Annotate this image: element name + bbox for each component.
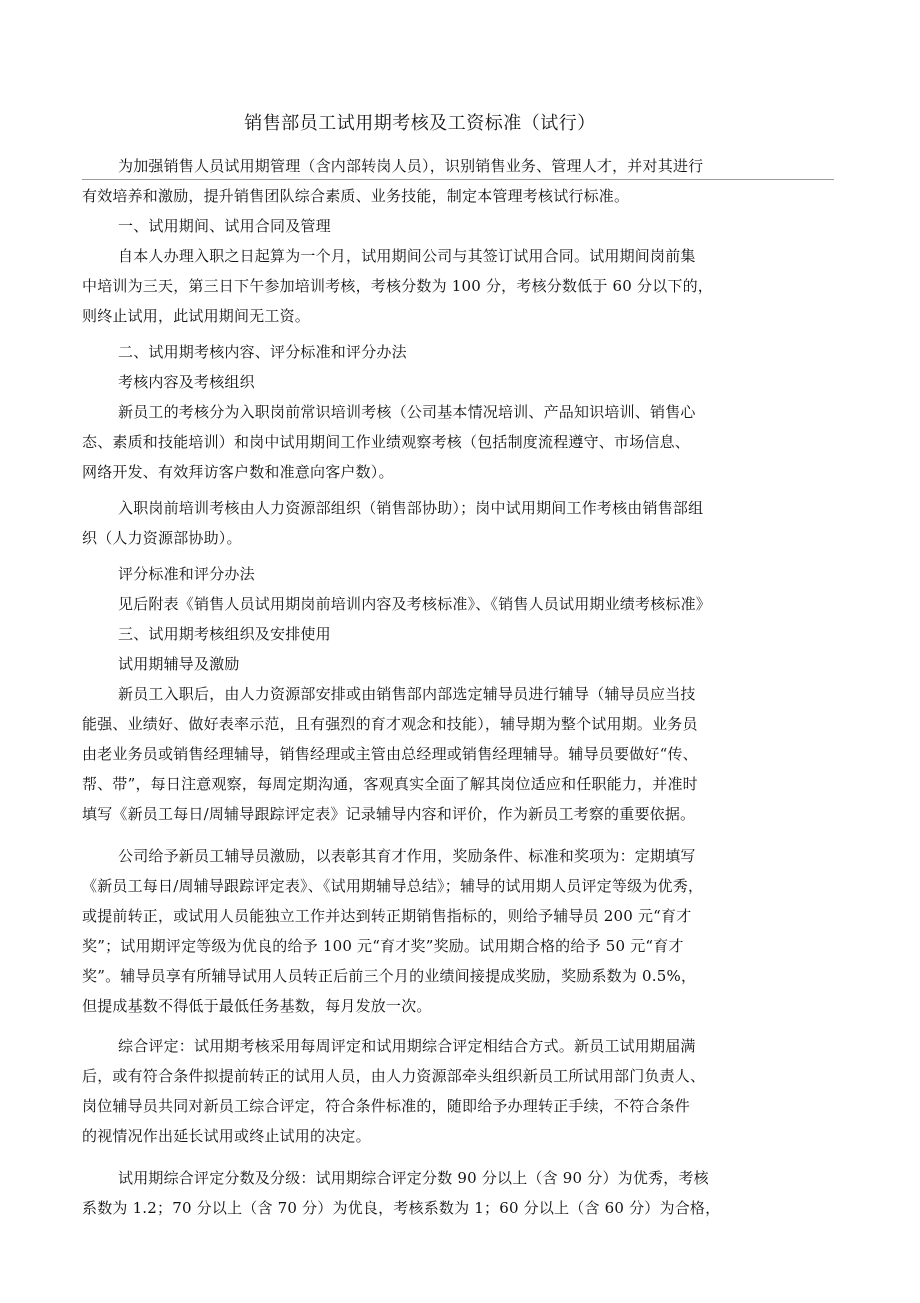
comprehensive-evaluation-paragraph-line: 后，或有符合条件拟提前转正的试用人员，由人力资源部牵头组织新员工所试用部门负责人、: [82, 1067, 706, 1085]
header-divider: [82, 179, 834, 180]
mentor-incentive-paragraph-line: 《新员工每日/周辅导跟踪评定表》、《试用期辅导总结》；辅导的试用期人员评定等级为优秀，: [82, 877, 704, 895]
mentor-incentive-paragraph-line: 但提成基数不得低于最低任务基数，每月发放一次。: [82, 997, 432, 1015]
section-3-heading-line: 三、试用期考核组织及安排使用: [118, 625, 331, 643]
section-1-body-line: 则终止试用，此试用期间无工资。: [82, 307, 311, 325]
assessment-content-paragraph-line: 网络开发、有效拜访客户数和准意向客户数）。: [82, 463, 394, 481]
assessment-content-paragraph-line: 态、素质和技能培训）和岗中试用期间工作业绩观察考核（包括制度流程遵守、市场信息、: [82, 433, 691, 451]
mentor-incentive-paragraph-line: 奖”。辅导员享有所辅导试用人员转正后前三个月的业绩间接提成奖励，奖励系数为 0.5%，: [82, 967, 697, 985]
scoring-reference-paragraph-line: 见后附表《销售人员试用期岗前培训内容及考核标准》、《销售人员试用期业绩考核标准》: [118, 595, 712, 613]
intro-paragraph-line: 为加强销售人员试用期管理（含内部转岗人员），识别销售业务、管理人才，并对其进行: [118, 157, 704, 175]
comprehensive-evaluation-paragraph-line: 的视情况作出延长试用或终止试用的决定。: [82, 1127, 371, 1145]
subheading-content-organization-line: 考核内容及考核组织: [118, 373, 255, 391]
comprehensive-evaluation-paragraph-line: 岗位辅导员共同对新员工综合评定，符合条件标准的，随即给予办理转正手续，不符合条件: [82, 1097, 691, 1115]
section-2-heading-line: 二、试用期考核内容、评分标准和评分办法: [118, 343, 407, 361]
page-title: 销售部员工试用期考核及工资标准（试行）: [244, 113, 596, 134]
score-grading-paragraph-line: 试用期综合评定分数及分级：试用期综合评定分数 90 分以上（含 90 分）为优秀，考核: [118, 1169, 709, 1187]
section-1-heading-line: 一、试用期间、试用合同及管理: [118, 217, 331, 235]
mentor-incentive-paragraph-line: 或提前转正，或试用人员能独立工作并达到转正期销售指标的，则给予辅导员 200 元“育才: [82, 907, 692, 925]
mentor-incentive-paragraph-line: 公司给予新员工辅导员激励，以表彰其育才作用，奖励条件、标准和奖项为：定期填写: [118, 847, 696, 865]
coaching-paragraph-line: 能强、业绩好、做好表率示范，且有强烈的育才观念和技能），辅导期为整个试用期。业务员: [82, 715, 698, 733]
subheading-coaching-line: 试用期辅导及激励: [118, 655, 240, 673]
coaching-paragraph-line: 由老业务员或销售经理辅导，销售经理或主管由总经理或销售经理辅导。辅导员要做好“传、: [82, 745, 698, 763]
intro-paragraph-line: 有效培养和激励，提升销售团队综合素质、业务技能，制定本管理考核试行标准。: [82, 187, 630, 205]
score-grading-paragraph-line: 系数为 1.2；70 分以上（含 70 分）为优良，考核系数为 1；60 分以上（含 60 分）为合格，: [82, 1199, 721, 1217]
section-1-body-line: 中培训为三天，第三日下午参加培训考核，考核分数为 100 分，考核分数低于 60 分以下的，: [82, 277, 713, 295]
assessment-content-paragraph-line: 新员工的考核分为入职岗前常识培训考核（公司基本情况培训、产品知识培训、销售心: [118, 403, 696, 421]
comprehensive-evaluation-paragraph-line: 综合评定：试用期考核采用每周评定和试用期综合评定相结合方式。新员工试用期届满: [118, 1037, 696, 1055]
assessment-organization-paragraph-line: 入职岗前培训考核由人力资源部组织（销售部协助）；岗中试用期间工作考核由销售部组: [118, 499, 704, 517]
section-1-body-line: 自本人办理入职之日起算为一个月，试用期间公司与其签订试用合同。试用期间岗前集: [118, 247, 696, 265]
coaching-paragraph-line: 填写《新员工每日/周辅导跟踪评定表》记录辅导内容和评价，作为新员工考察的重要依据。: [82, 805, 696, 823]
assessment-organization-paragraph-line: 织（人力资源部协助）。: [82, 529, 242, 547]
coaching-paragraph-line: 新员工入职后，由人力资源部安排或由销售部内部选定辅导员进行辅导（辅导员应当技: [118, 685, 696, 703]
subheading-scoring-line: 评分标准和评分办法: [118, 565, 255, 583]
coaching-paragraph-line: 帮、带”，每日注意观察，每周定期沟通，客观真实全面了解其岗位适应和任职能力，并准时: [82, 775, 698, 793]
mentor-incentive-paragraph-line: 奖”；试用期评定等级为优良的给予 100 元“育才奖”奖励。试用期合格的给予 50 元“育才: [82, 937, 684, 955]
